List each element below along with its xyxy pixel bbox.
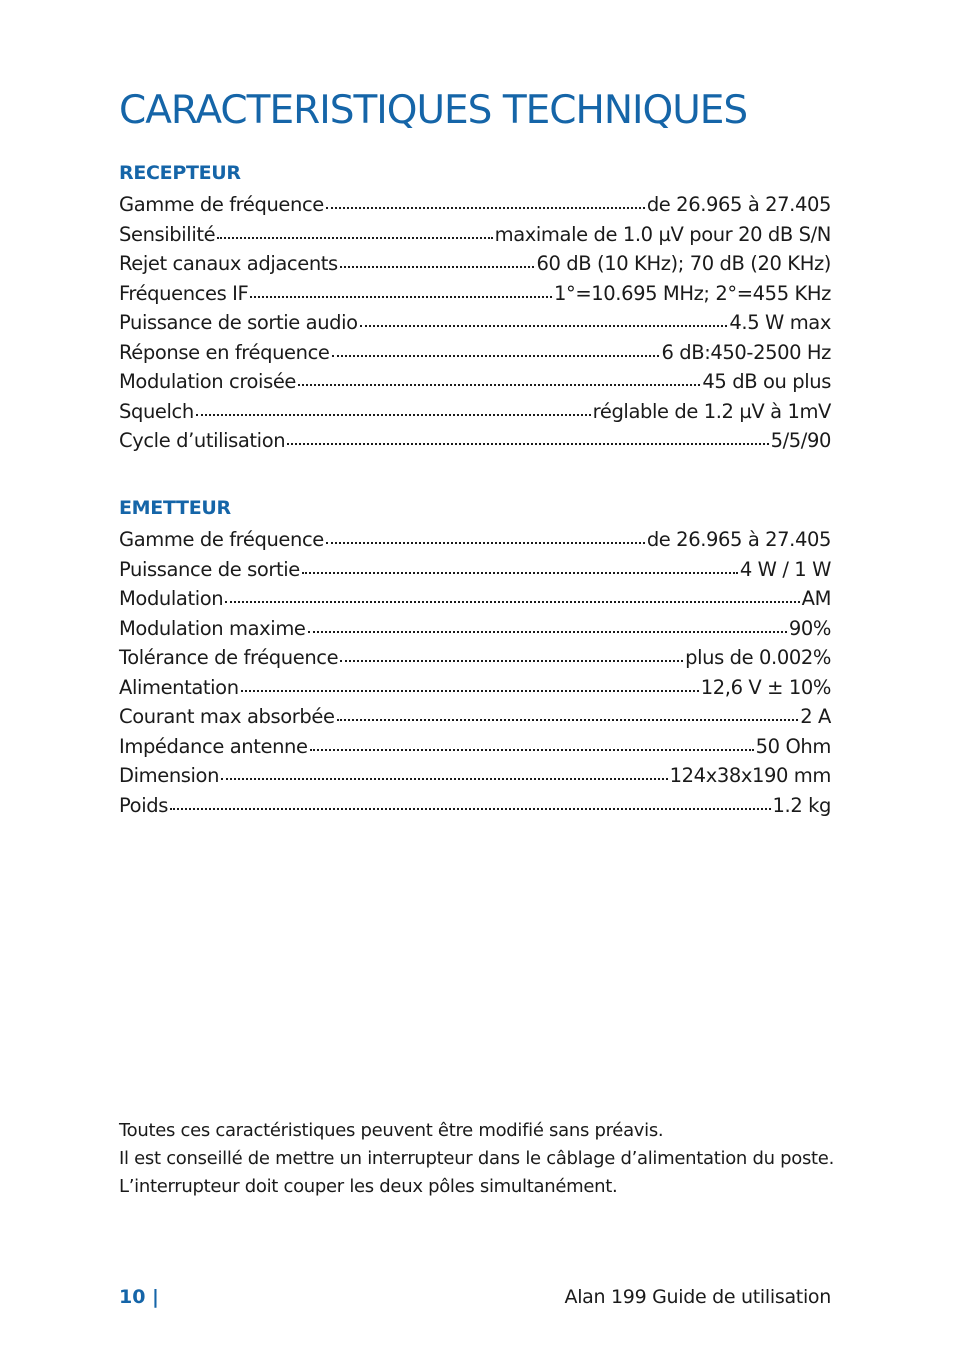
dot-leader xyxy=(340,660,683,662)
spec-value: 6 dB:450-2500 Hz xyxy=(661,340,831,364)
dot-leader xyxy=(326,542,645,544)
spec-label: Squelch xyxy=(119,399,194,423)
spec-label: Cycle d’utilisation xyxy=(119,429,286,452)
spec-label: Gamme de fréquence xyxy=(119,528,324,551)
notes xyxy=(119,1117,834,1201)
dot-leader xyxy=(332,355,660,357)
spec-row xyxy=(119,558,831,588)
page-number: 10 | xyxy=(119,1286,159,1308)
spec-row xyxy=(119,400,831,430)
guide-title: Alan 199 Guide de utilisation xyxy=(564,1286,831,1308)
dot-leader xyxy=(170,808,771,810)
spec-label: Modulation maxime xyxy=(119,616,306,640)
dot-leader xyxy=(221,778,668,780)
notes-line-2: Il est conseillé de mettre un interrupteur dans le câblage d’alimentation du poste. L’interrupteur doit couper les deux pôles simultanément. xyxy=(119,1148,834,1197)
spec-value: réglable de 1.2 µV à 1mV xyxy=(592,399,831,423)
spec-value: 90% xyxy=(788,616,831,640)
spec-value: 2 A xyxy=(800,705,831,728)
dot-leader xyxy=(287,443,768,445)
spec-row xyxy=(119,341,831,371)
spec-value: AM xyxy=(801,587,831,610)
spec-label: Puissance de sortie audio xyxy=(119,311,358,334)
spec-label: Sensibilité xyxy=(119,222,216,246)
spec-row xyxy=(119,646,831,676)
spec-value: 50 Ohm xyxy=(755,734,831,758)
dot-leader xyxy=(298,384,700,386)
spec-row xyxy=(119,528,831,558)
spec-value: de 26.965 à 27.405 xyxy=(646,193,831,216)
spec-row xyxy=(119,676,831,706)
dot-leader xyxy=(225,601,799,603)
spec-value: 60 dB (10 KHz); 70 dB (20 KHz) xyxy=(536,252,831,275)
dot-leader xyxy=(360,325,728,327)
spec-value: 124x38x190 mm xyxy=(669,764,831,787)
spec-row xyxy=(119,252,831,282)
spec-label: Modulation croisée xyxy=(119,370,297,393)
transmitter-heading: EMETTEUR xyxy=(119,497,231,519)
spec-row xyxy=(119,282,831,312)
spec-value: 4.5 W max xyxy=(729,311,831,334)
transmitter-spec-list xyxy=(119,528,831,823)
spec-label: Gamme de fréquence xyxy=(119,193,324,216)
spec-value: 5/5/90 xyxy=(770,429,831,452)
dot-leader xyxy=(337,719,799,721)
spec-label: Puissance de sortie xyxy=(119,557,300,581)
spec-value: 1°=10.695 MHz; 2°=455 KHz xyxy=(553,281,831,305)
spec-row xyxy=(119,311,831,341)
page-title: CARACTERISTIQUES TECHNIQUES xyxy=(119,88,748,133)
spec-value: 4 W / 1 W xyxy=(739,557,831,581)
dot-leader xyxy=(310,749,754,751)
dot-leader xyxy=(326,207,645,209)
spec-value: de 26.965 à 27.405 xyxy=(646,528,831,551)
dot-leader xyxy=(302,572,738,574)
spec-row xyxy=(119,193,831,223)
spec-label: Dimension xyxy=(119,764,220,787)
spec-row xyxy=(119,764,831,794)
spec-label: Modulation xyxy=(119,587,224,610)
spec-value: 12,6 V ± 10% xyxy=(700,675,831,699)
spec-label: Fréquences IF xyxy=(119,281,249,305)
spec-row xyxy=(119,587,831,617)
spec-row xyxy=(119,223,831,253)
dot-leader xyxy=(340,266,535,268)
spec-value: plus de 0.002% xyxy=(685,646,831,669)
receiver-spec-list xyxy=(119,193,831,459)
spec-label: Alimentation xyxy=(119,675,239,699)
spec-row xyxy=(119,370,831,400)
spec-label: Courant max absorbée xyxy=(119,705,335,728)
spec-value: 1.2 kg xyxy=(772,793,831,817)
spec-label: Impédance antenne xyxy=(119,734,308,758)
receiver-heading: RECEPTEUR xyxy=(119,162,241,184)
spec-row xyxy=(119,794,831,824)
spec-row xyxy=(119,735,831,765)
spec-value: 45 dB ou plus xyxy=(702,370,831,393)
dot-leader xyxy=(241,690,699,692)
spec-row xyxy=(119,429,831,459)
spec-value: maximale de 1.0 µV pour 20 dB S/N xyxy=(494,222,831,246)
spec-label: Rejet canaux adjacents xyxy=(119,252,338,275)
dot-leader xyxy=(217,237,492,239)
spec-label: Tolérance de fréquence xyxy=(119,646,339,669)
spec-row xyxy=(119,705,831,735)
spec-row xyxy=(119,617,831,647)
notes-line-1: Toutes ces caractéristiques peuvent être modifié sans préavis. xyxy=(119,1120,664,1141)
dot-leader xyxy=(250,296,552,298)
spec-label: Réponse en fréquence xyxy=(119,340,330,364)
dot-leader xyxy=(308,631,787,633)
spec-label: Poids xyxy=(119,793,168,817)
dot-leader xyxy=(196,414,591,416)
